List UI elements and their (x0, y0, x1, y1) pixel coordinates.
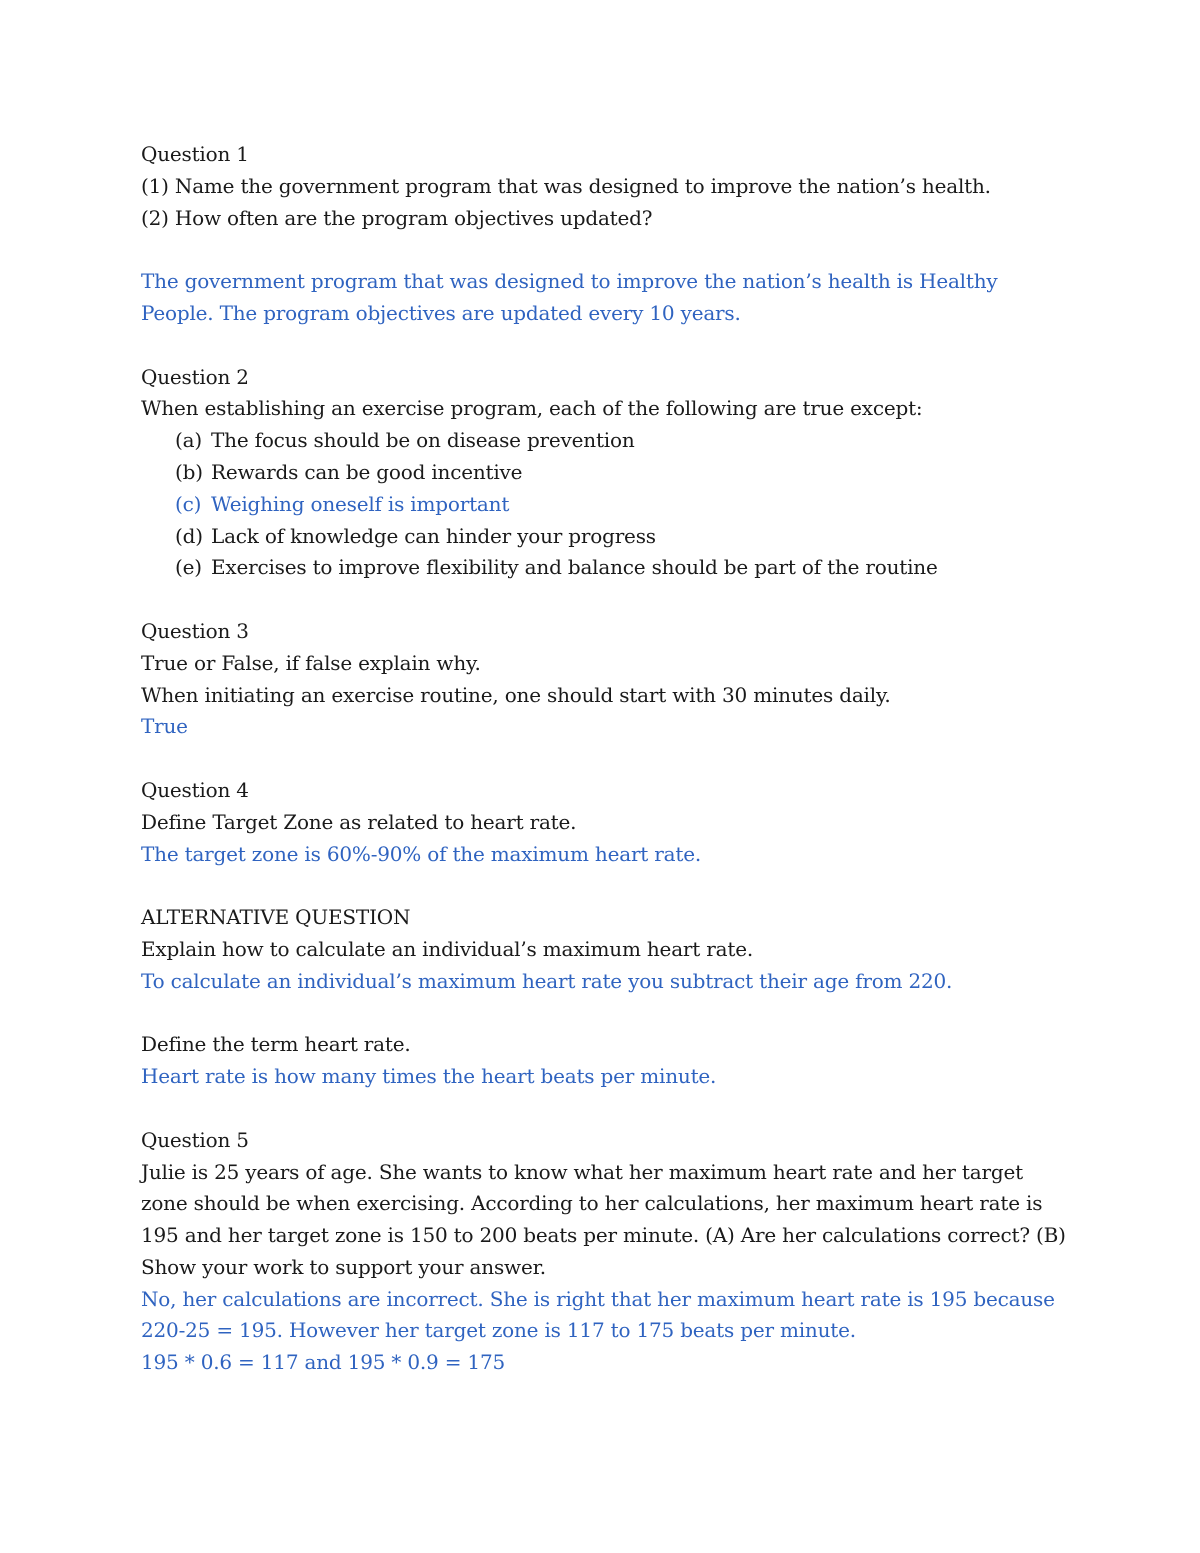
q3-question-line: True or False, if false explain why. (141, 650, 481, 675)
alt-prompt: Explain how to calculate an individual’s maximum heart rate. (141, 936, 753, 961)
q1-question-line: (2) How often are the program objectives updated? (141, 205, 653, 230)
q5-answer-line: No, her calculations are incorrect. She is right that her maximum heart rate is 195 because (141, 1286, 1055, 1311)
option-letter: (c) (175, 491, 202, 516)
q4-prompt: Define Target Zone as related to heart rate. (141, 809, 577, 834)
alt-answer: To calculate an individual’s maximum heart rate you subtract their age from 220. (141, 968, 953, 993)
q1-question-line: (1) Name the government program that was designed to improve the nation’s health. (141, 173, 991, 198)
q5-question-line: zone should be when exercising. According to her calculations, her maximum heart rate is (141, 1191, 1043, 1216)
option-letter: (e) (175, 555, 202, 580)
q3-answer: True (141, 714, 188, 739)
q1-answer-line: People. The program objectives are updated every 10 years. (141, 300, 741, 325)
q1-answer-line: The government program that was designed to improve the nation’s health is Healthy (141, 269, 998, 294)
q5-question-line: Show your work to support your answer. (141, 1254, 546, 1279)
def-answer: Heart rate is how many times the heart beats per minute. (141, 1064, 717, 1089)
q5-question-line: 195 and her target zone is 150 to 200 beats per minute. (A) Are her calculations correct? (B) (141, 1223, 1066, 1248)
option-text: Lack of knowledge can hinder your progress (211, 523, 656, 548)
option-text: The focus should be on disease prevention (211, 428, 635, 453)
q4-heading: Question 4 (141, 777, 249, 802)
q3-question-line: When initiating an exercise routine, one should start with 30 minutes daily. (141, 682, 891, 707)
q3-heading: Question 3 (141, 618, 249, 643)
option-text: Weighing oneself is important (211, 491, 510, 516)
option-letter: (d) (175, 523, 203, 548)
q2-option-a (141, 425, 1061, 457)
q5-answer-line: 195 * 0.6 = 117 and 195 * 0.9 = 175 (141, 1350, 506, 1375)
alt-heading: ALTERNATIVE QUESTION (141, 905, 411, 930)
q4-answer: The target zone is 60%-90% of the maximum heart rate. (141, 841, 702, 866)
option-text: Exercises to improve flexibility and balance should be part of the routine (211, 555, 938, 580)
option-letter: (a) (175, 428, 202, 453)
option-letter: (b) (175, 459, 203, 484)
q2-option-c-answer (141, 489, 1061, 521)
q2-option-d (141, 521, 1061, 553)
q2-option-e (141, 552, 1061, 584)
q5-answer-line: 220-25 = 195. However her target zone is 117 to 175 beats per minute. (141, 1318, 856, 1343)
def-prompt: Define the term heart rate. (141, 1032, 411, 1057)
q5-question-line: Julie is 25 years of age. She wants to know what her maximum heart rate and her target (141, 1159, 1023, 1184)
document-page (141, 139, 1066, 1379)
q2-prompt: When establishing an exercise program, each of the following are true except: (141, 396, 923, 421)
q2-heading: Question 2 (141, 364, 249, 389)
q1-heading: Question 1 (141, 142, 249, 166)
q5-heading: Question 5 (141, 1127, 249, 1152)
option-text: Rewards can be good incentive (211, 459, 523, 484)
q2-option-b (141, 457, 1061, 489)
